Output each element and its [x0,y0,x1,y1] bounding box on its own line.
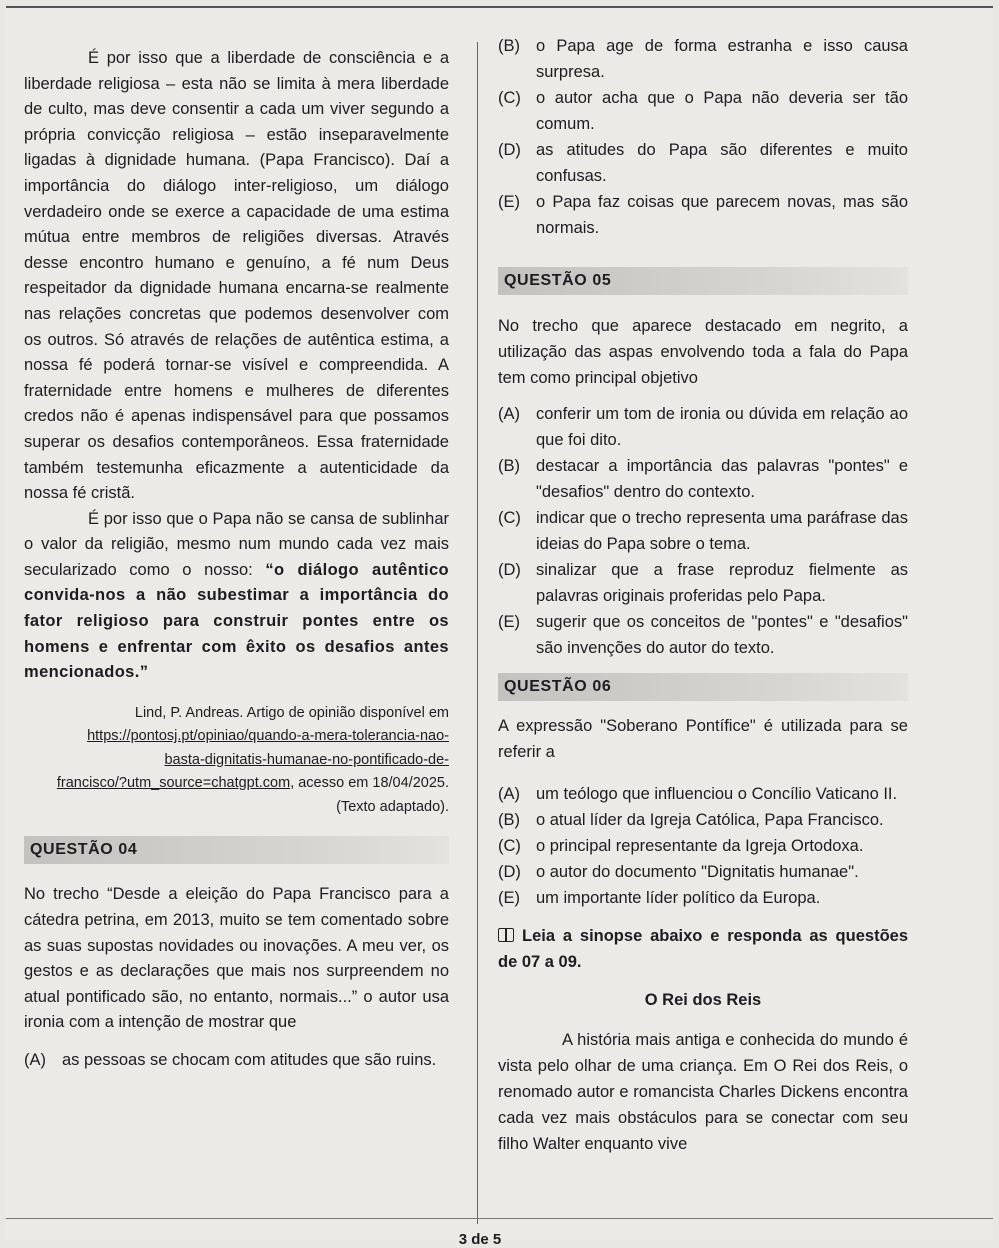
option-letter: (C) [498,89,521,107]
option-text: o atual líder da Igreja Católica, Papa Francisco. [536,811,884,829]
q5-option-c [498,505,908,557]
q4-option-b [498,33,908,85]
q6-option-b [498,807,908,833]
q4-option-e [498,189,908,241]
instruction-text: Leia a sinopse abaixo e responda as questões de 07 a 09. [498,927,908,971]
q4-option-c [498,85,908,137]
exam-page [6,6,993,1248]
option-letter: (D) [498,141,521,159]
option-letter: (C) [498,509,521,527]
option-letter: (D) [498,863,521,881]
option-letter: (A) [24,1050,46,1069]
source-access-date: , acesso em 18/04/2025. [290,775,449,792]
book-icon [498,928,514,942]
q5-option-b [498,453,908,505]
option-letter: (C) [498,837,521,855]
option-text: sugerir que os conceitos de "pontes" e "desafios" são invenções do autor do texto. [536,613,908,657]
option-letter: (A) [498,405,520,423]
q5-option-a [498,401,908,453]
option-text: um importante líder político da Europa. [536,889,821,907]
bottom-rule [6,1218,993,1219]
option-text: o autor do documento "Dignitatis humanae". [536,863,859,881]
question-05-stem: No trecho que aparece destacado em negrito, a utilização das aspas envolvendo toda a fala do Papa tem como principal objetivo [498,317,908,387]
option-text: o principal representante da Igreja Ortodoxa. [536,837,864,855]
q5-option-e [498,609,908,661]
option-text: sinalizar que a frase reproduz fielmente as palavras originais proferidas pelo Papa. [536,561,908,605]
question-06-stem: A expressão "Soberano Pontífice" é utilizada para se referir a [498,717,908,761]
left-column [24,46,449,1074]
q6-option-a [498,781,908,807]
book-title: O Rei dos Reis [644,991,762,1009]
synopsis-instruction [498,923,908,975]
option-text: destacar a importância das palavras "pontes" e "desafios" dentro do contexto. [536,457,908,501]
source-url-line-1: https://pontosj.pt/opiniao/quando-a-mera-tolerancia-nao- [87,728,449,745]
adapted-note: (Texto adaptado). [336,798,449,815]
question-04-header: QUESTÃO 04 [24,836,449,864]
source-url-line-2: basta-dignitatis-humanae-no-pontificado-de- [164,751,449,768]
bold-quote: “o diálogo autêntico convida-nos a não subestimar a importância do fator religioso para construir pontes entre os homens e enfrentar com êxito os desafios antes mencionados.” [24,560,449,682]
option-text: o Papa age de forma estranha e isso causa surpresa. [536,37,908,81]
question-04-stem: No trecho “Desde a eleição do Papa Francisco para a cátedra petrina, em 2013, muito se tem comentado sobre as suas supostas novidades ou inovações. A meu ver, os gestos e as declarações que mais nos surpreendem no atual pontificado são, no entanto, normais...” o autor usa ironia com a intenção de mostrar que [24,885,449,1032]
q6-option-d [498,859,908,885]
question-05-header: QUESTÃO 05 [498,267,908,295]
option-text: conferir um tom de ironia ou dúvida em relação ao que foi dito. [536,405,908,449]
option-text: as pessoas se chocam com atitudes que são ruins. [62,1050,437,1069]
option-letter: (D) [498,561,521,579]
source-text: Lind, P. Andreas. Artigo de opinião disponível em [134,704,449,721]
synopsis-text: A história mais antiga e conhecida do mundo é vista pelo olhar de uma criança. Em O Rei dos Reis, o renomado autor e romancista Charles Dickens encontra cada vez mais obstáculos para se conectar com seu filho Walter enquanto vive [498,1031,908,1153]
option-letter: (B) [498,811,520,829]
option-letter: (E) [498,613,520,631]
article-paragraph-2 [24,507,449,686]
q4-option-a [24,1048,449,1074]
column-divider [477,42,478,1224]
page-number: 3 de 5 [458,1231,502,1248]
option-letter: (B) [498,457,520,475]
option-letter: (E) [498,193,520,211]
source-url-end: francisco/?utm_source=chatgpt.com [56,775,291,792]
source-citation [24,702,449,796]
q6-option-e [498,885,908,911]
article-paragraph-1: É por isso que a liberdade de consciência e a liberdade religiosa – esta não se limita à mera liberdade de culto, mas deve consentir a cada um viver segundo a própria convicção religiosa – estão inseparavelmente ligadas à dignidade humana. (Papa Francisco). Daí a importância do diálogo inter-religioso, um diálogo verdadeiro onde se exerce a capacidade de uma estima mútua entre membros de religiões diversas. Através desse encontro humano e genuíno, a fé num Deus respeitador da dignidade humana encarna-se realmente nas relações concretas que podemos desenvolver com os outros. Só através de relações de autêntica estima, a nossa fé poderá tornar-se visível e compreendida. A fraternidade entre homens e mulheres de diferentes credos não é apenas indispensável para que possamos superar os desafios contemporâneos. Essa fraternidade também testemunha eficazmente a autenticidade da nossa fé cristã. [24,49,449,503]
paragraph-2-text: É por isso que o Papa não se cansa de sublinhar o valor da religião, mesmo num mundo cada vez mais secularizado como o nosso: [24,509,449,579]
question-06-header: QUESTÃO 06 [498,673,908,701]
q5-option-d [498,557,908,609]
option-text: indicar que o trecho representa uma paráfrase das ideias do Papa sobre o tema. [536,509,908,553]
option-text: um teólogo que influenciou o Concílio Vaticano II. [536,785,898,803]
option-letter: (A) [498,785,520,803]
top-rule [6,6,993,8]
option-text: as atitudes do Papa são diferentes e muito confusas. [536,141,908,185]
source-url-line-3 [24,772,449,796]
option-text: o Papa faz coisas que parecem novas, mas são normais. [536,193,908,237]
option-letter: (E) [498,889,520,907]
option-text: o autor acha que o Papa não deveria ser tão comum. [536,89,908,133]
q6-option-c [498,833,908,859]
option-letter: (B) [498,37,520,55]
right-column [498,33,908,1157]
q4-option-d [498,137,908,189]
